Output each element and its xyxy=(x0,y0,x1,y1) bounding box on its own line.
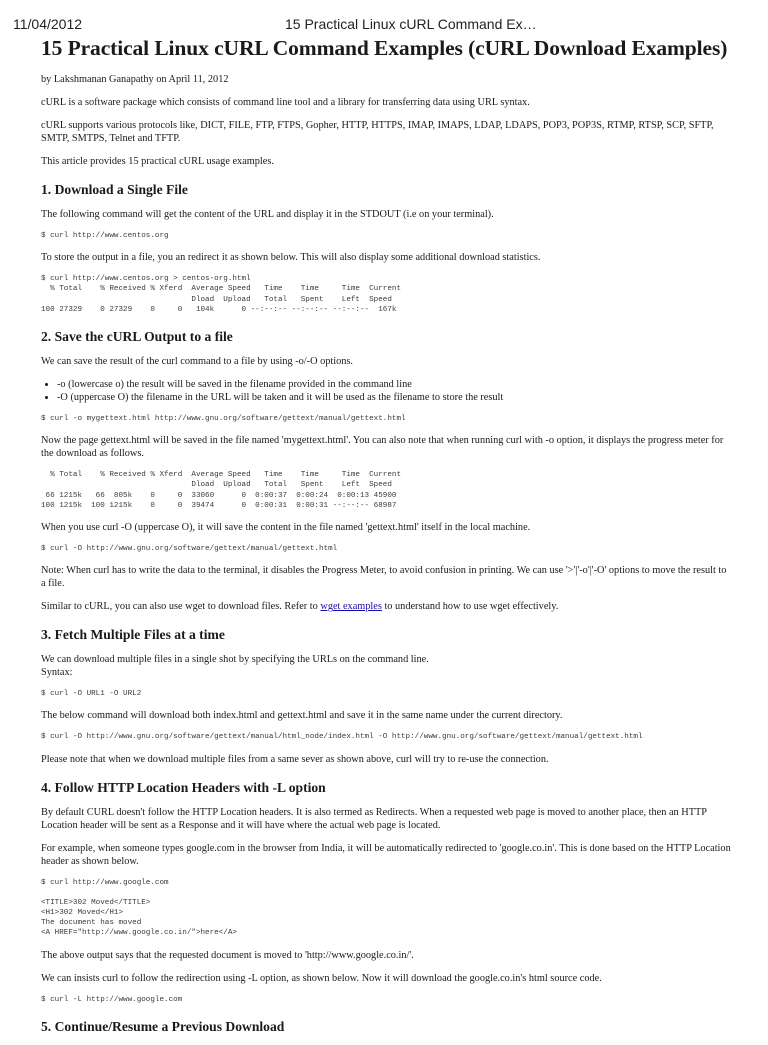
section-4-code-2: <TITLE>302 Moved</TITLE> <H1>302 Moved</H1> The document has moved <A HREF="http://www.google.co.in/">here</A> xyxy=(41,898,237,938)
section-1-paragraph-1: The following command will get the content of the URL and display it in the STDOUT (i.e on your terminal). xyxy=(41,209,494,220)
section-2-code-2: % Total % Received % Xferd Average Speed Time Time Time Current Dload Upload Total Spent Left Speed 66 1215k 66 805k 0 0 33060 0 0:00:37 0:00:24 0:00:13 45900 100 1215k 100 1215k 0 0 39474 0 0:00:31 0:00:31 --:--:-- 68987 xyxy=(41,471,402,510)
section-1-paragraph-2: To store the output in a file, you an redirect it as shown below. This will also display some additional download statistics. xyxy=(41,252,541,264)
article-title: 15 Practical Linux cURL Command Examples (cURL Download Examples) xyxy=(41,36,728,60)
section-2-paragraph-3: When you use curl -O (uppercase O), it will save the content in the file named 'gettext.html' itself in the local machine. xyxy=(41,522,531,534)
section-2-paragraph-5 xyxy=(41,600,731,613)
section-3-paragraph-2: The below command will download both index.html and gettext.html and save it in the same name under the current directory. xyxy=(41,710,563,722)
section-3-code-2: $ curl -O http://www.gnu.org/software/gettext/manual/html_node/index.html -O http://www.gnu.org/software/gettext/manual/gettext.html xyxy=(41,733,643,742)
intro-paragraph-3: This article provides 15 practical cURL usage examples. xyxy=(41,156,274,167)
section-5-heading: 5. Continue/Resume a Previous Download xyxy=(41,1018,285,1034)
section-2-code-1: $ curl -o mygettext.html http://www.gnu.org/software/gettext/manual/gettext.html xyxy=(41,415,406,424)
section-2-paragraph-1: We can save the result of the curl command to a file by using -o/-O options. xyxy=(41,356,353,368)
print-date: 11/04/2012 xyxy=(13,16,83,32)
section-4-paragraph-2: For example, when someone types google.com in the browser from India, it will be automatically redirected to 'google.co.in'. This is done based on the HTTP Location header as shown below. xyxy=(41,842,731,867)
section-4-paragraph-4: We can insists curl to follow the redirection using -L option, as shown below. Now it will download the google.co.in's html source code. xyxy=(41,972,602,984)
list-item: • -o (lowercase o) the result will be saved in the filename provided in the command line xyxy=(57,378,731,391)
text: We can download multiple files in a single shot by specifying the URLs on the command line. xyxy=(41,654,429,666)
section-2-code-3: $ curl -O http://www.gnu.org/software/gettext/manual/gettext.html xyxy=(41,545,338,554)
article xyxy=(41,36,731,1045)
intro-paragraph-1: cURL is a software package which consists of command line tool and a library for transferring data using URL syntax. xyxy=(41,97,530,108)
intro-paragraph-2: cURL supports various protocols like, DICT, FILE, FTP, FTPS, Gopher, HTTP, HTTPS, IMAP, IMAPS, LDAP, LDAPS, POP3, POP3S, RTMP, RTSP, SCP, SFTP, SMTP, SMTPS, Telnet and TFTP. xyxy=(41,120,714,144)
section-3-paragraph-3: Please note that when we download multiple files from a same sever as shown above, curl will try to re-use the connection. xyxy=(41,753,549,765)
section-4-code-1: $ curl http://www.google.com xyxy=(41,878,169,887)
section-2-paragraph-4: Note: When curl has to write the data to the terminal, it disables the Progress Meter, to avoid confusion in printing. We can use '>'|'-o'|'-O' options to move the result to a file. xyxy=(41,565,727,590)
section-4-paragraph-3: The above output says that the requested document is moved to 'http://www.google.co.in/'. xyxy=(41,949,414,961)
section-4-paragraph-1: By default CURL doesn't follow the HTTP Location headers. It is also termed as Redirects. When a requested web page is moved to another place, then an HTTP Location header will be sent as a Response and it will have where the actual web page is located. xyxy=(41,806,707,831)
print-page-title: 15 Practical Linux cURL Command Ex… xyxy=(285,16,537,32)
list-item: • -O (uppercase O) the filename in the URL will be taken and it will be used as the filename to store the result xyxy=(57,391,731,404)
section-4-code-3: $ curl -L http://www.google.com xyxy=(41,995,183,1004)
byline: by Lakshmanan Ganapathy on April 11, 2012 xyxy=(41,74,229,85)
section-3-paragraph-1 xyxy=(41,653,731,679)
text: to understand how to use wget effectively. xyxy=(381,601,559,613)
section-1-heading: 1. Download a Single File xyxy=(41,182,188,197)
section-2-paragraph-2: Now the page gettext.html will be saved in the file named 'mygettext.html'. You can also note that when running curl with -o option, it displays the progress meter for the download as follows. xyxy=(41,435,724,460)
section-1-code-2: $ curl http://www.centos.org > centos-org.html % Total % Received % Xferd Average Speed Time Time Time Current Dload Upload Total Spent Left Speed 100 27329 0 27329 0 0 104k 0 --:--:-- --:--:-- --:--:-- 167k xyxy=(41,275,402,314)
section-4-heading: 4. Follow HTTP Location Headers with -L option xyxy=(41,779,326,795)
section-3-heading: 3. Fetch Multiple Files at a time xyxy=(41,627,225,643)
wget-examples-link[interactable]: wget examples xyxy=(320,601,382,613)
section-2-heading: 2. Save the cURL Output to a file xyxy=(41,329,233,345)
section-1-code-1: $ curl http://www.centos.org xyxy=(41,232,169,240)
text: Similar to cURL, you can also use wget to download files. Refer to xyxy=(41,601,321,613)
section-3-code-1: $ curl -O URL1 -O URL2 xyxy=(41,690,142,699)
section-2-bullet-list xyxy=(41,378,731,404)
print-header xyxy=(13,16,755,36)
syntax-label: Syntax: xyxy=(41,667,73,679)
